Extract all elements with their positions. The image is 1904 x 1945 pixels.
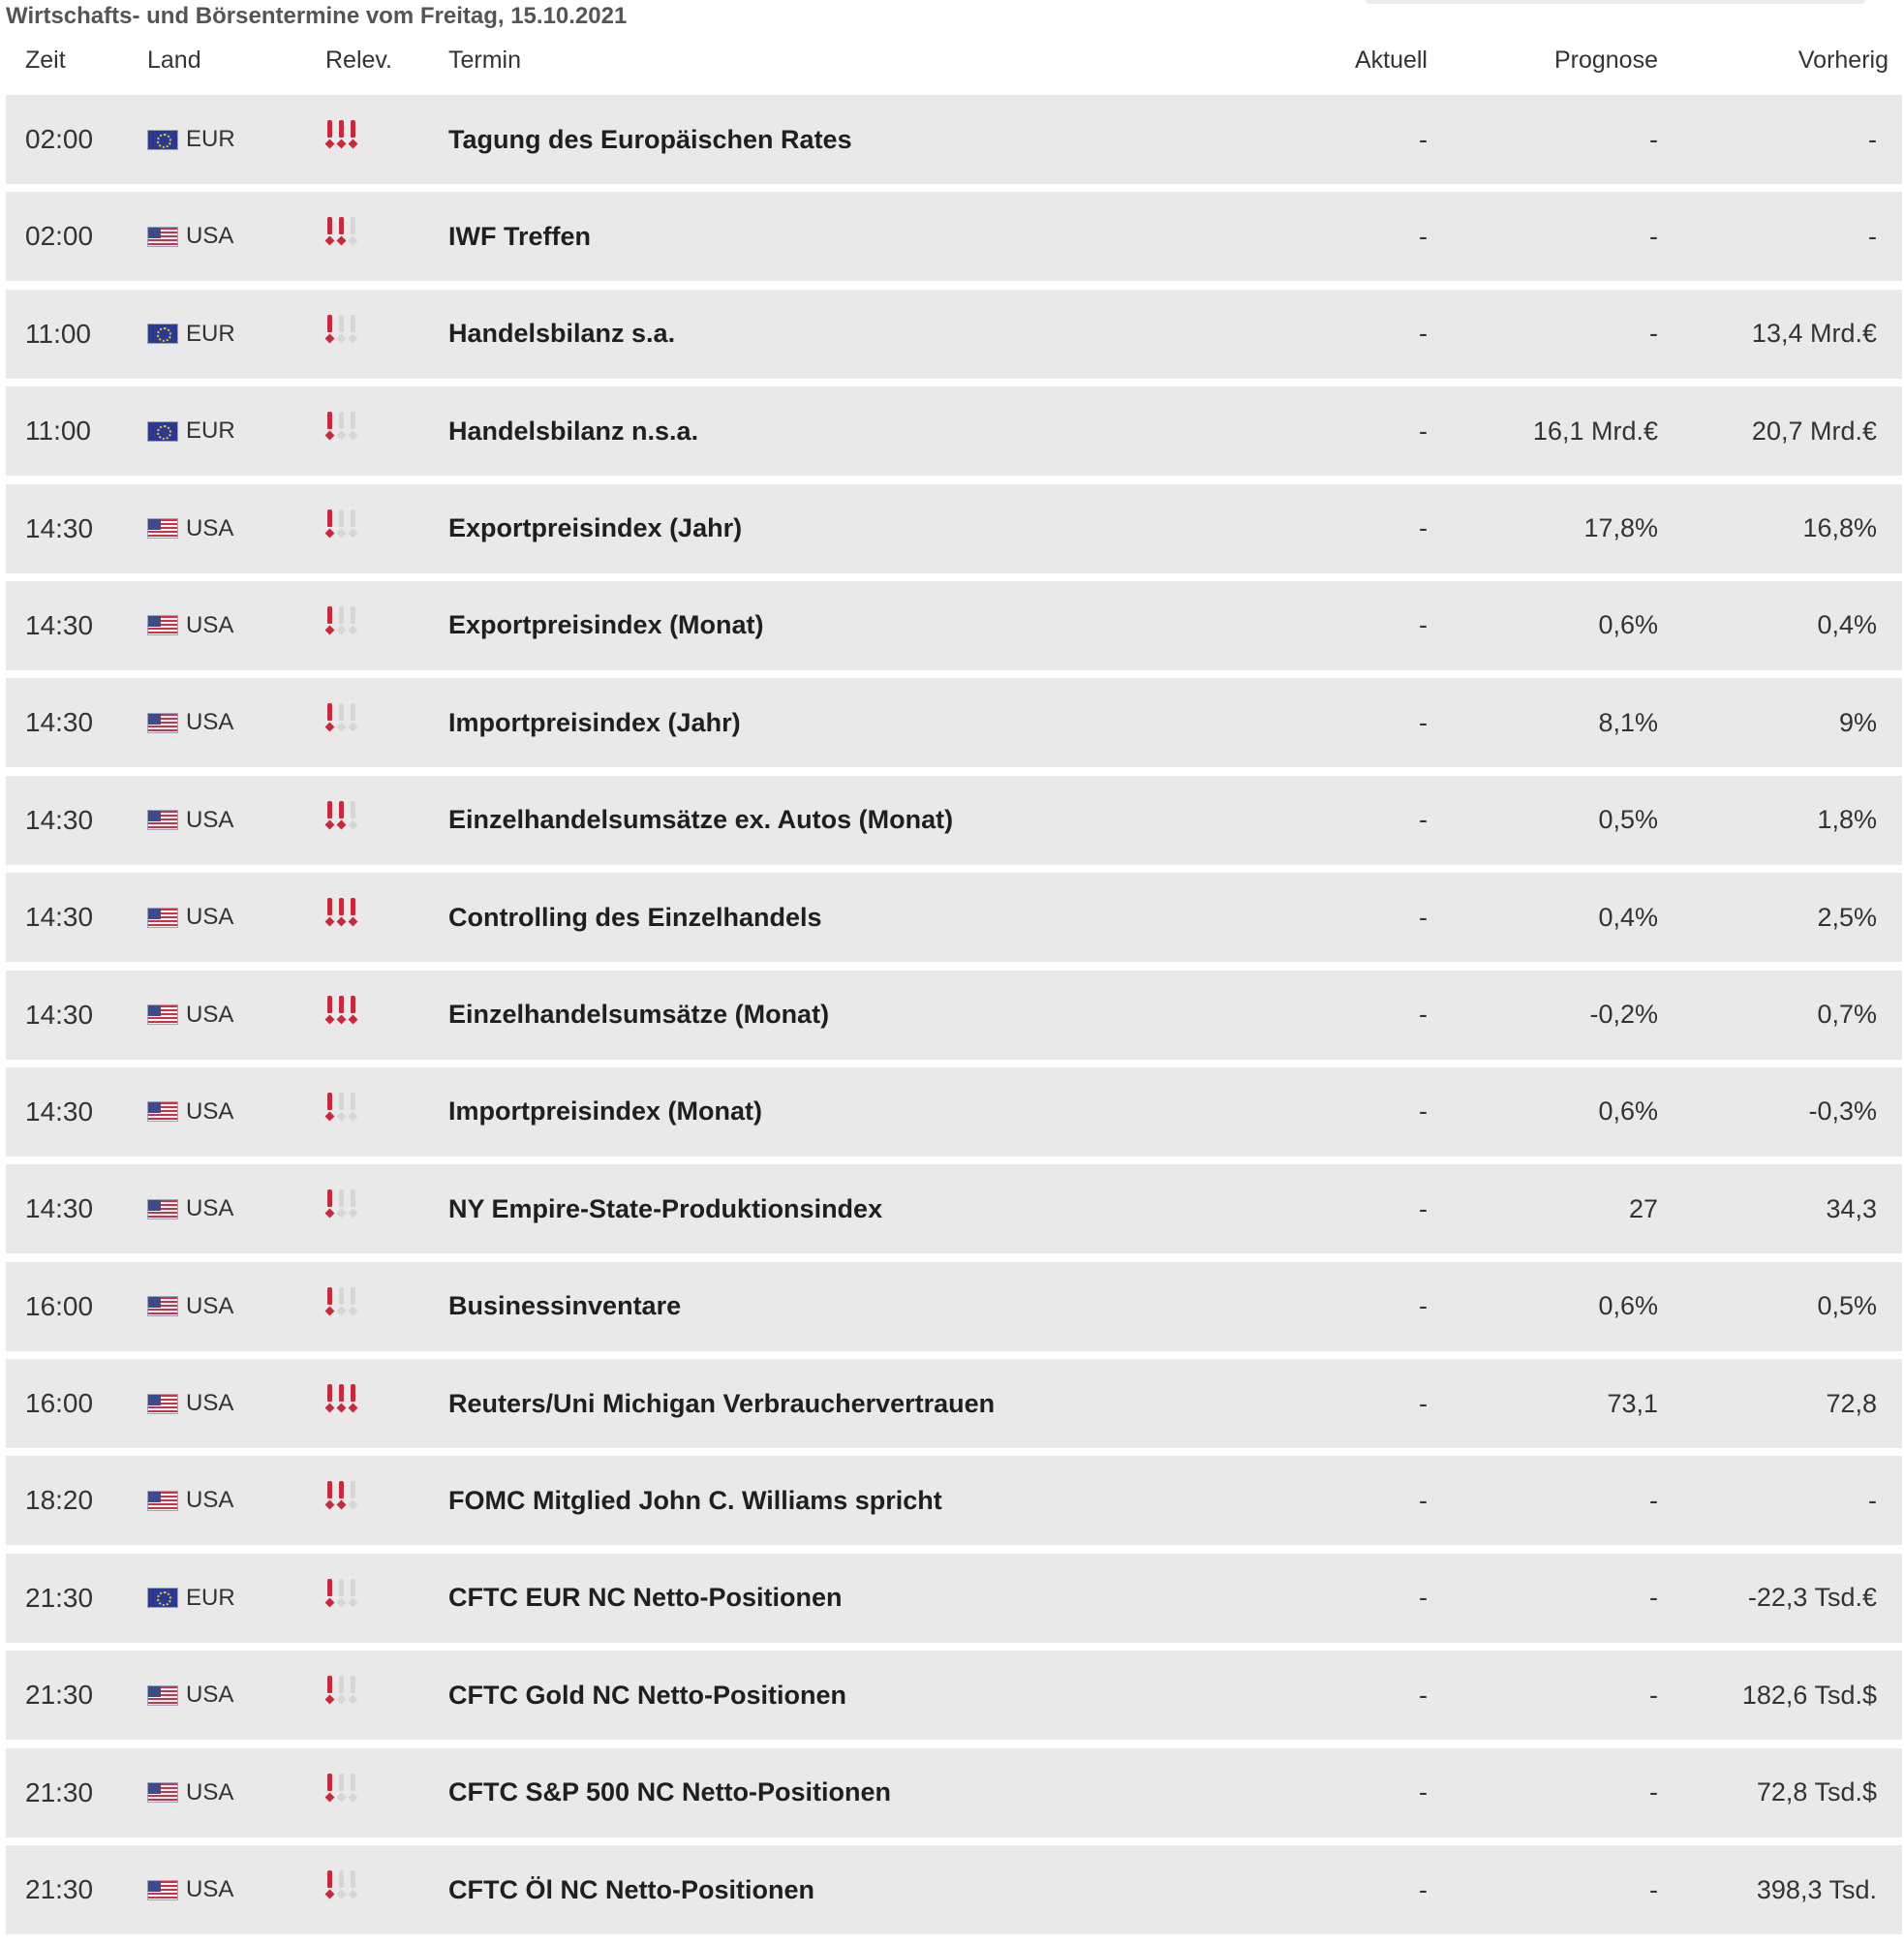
column-header-termin: Termin — [448, 46, 522, 74]
table-row[interactable] — [6, 776, 1902, 865]
row-event-title[interactable]: NY Empire-State-Produktionsindex — [448, 1193, 883, 1223]
row-event-title[interactable]: Exportpreisindex (Jahr) — [448, 513, 743, 543]
exclamation-icon — [337, 120, 346, 149]
exclamation-icon — [349, 801, 357, 830]
row-vorherig: -22,3 Tsd.€ — [1747, 1583, 1877, 1613]
us-flag-icon — [147, 713, 178, 733]
row-country — [147, 776, 233, 865]
row-country — [147, 1164, 233, 1253]
exclamation-icon — [349, 1287, 357, 1316]
row-vorherig: 0,4% — [1817, 610, 1877, 640]
row-time: 14:30 — [25, 999, 94, 1030]
exclamation-icon — [349, 996, 357, 1025]
exclamation-icon — [337, 217, 346, 246]
row-relevance — [325, 1359, 357, 1448]
row-country — [147, 971, 233, 1060]
column-header-aktuell: Aktuell — [1354, 46, 1428, 74]
row-country-label: USA — [186, 1487, 234, 1514]
relevance-indicator — [325, 801, 357, 830]
table-row[interactable] — [6, 386, 1902, 476]
exclamation-icon — [349, 1579, 357, 1608]
exclamation-icon — [349, 120, 357, 149]
row-time: 21:30 — [25, 1582, 94, 1613]
row-country-label: EUR — [186, 417, 235, 445]
exclamation-icon — [325, 1093, 334, 1122]
row-relevance — [325, 192, 357, 281]
us-flag-icon — [147, 1101, 178, 1122]
table-row[interactable] — [6, 484, 1902, 573]
calendar-table-body — [6, 95, 1902, 1942]
row-prognose: - — [1649, 1485, 1658, 1515]
us-flag-icon — [147, 1004, 178, 1025]
row-vorherig: 0,5% — [1817, 1291, 1877, 1321]
row-vorherig: 72,8 Tsd.$ — [1756, 1777, 1877, 1807]
row-vorherig: 16,8% — [1802, 513, 1877, 543]
row-relevance — [325, 1067, 357, 1157]
row-aktuell: - — [1419, 707, 1428, 737]
relevance-indicator — [325, 606, 357, 635]
row-country — [147, 192, 233, 281]
row-time: 02:00 — [25, 221, 94, 252]
exclamation-icon — [325, 1384, 334, 1413]
table-row[interactable] — [6, 1651, 1902, 1740]
row-time: 14:30 — [25, 609, 94, 640]
row-relevance — [325, 1262, 357, 1351]
table-row[interactable] — [6, 873, 1902, 962]
row-time: 14:30 — [25, 902, 94, 933]
exclamation-icon — [337, 412, 346, 441]
table-row[interactable] — [6, 1067, 1902, 1157]
row-country — [147, 581, 233, 670]
exclamation-icon — [325, 1870, 334, 1899]
table-row[interactable] — [6, 1748, 1902, 1837]
row-country-label: USA — [186, 223, 234, 250]
row-aktuell: - — [1419, 610, 1428, 640]
row-country — [147, 1359, 233, 1448]
us-flag-icon — [147, 518, 178, 539]
row-time: 14:30 — [25, 707, 94, 738]
row-country — [147, 1262, 233, 1351]
row-event-title[interactable]: Importpreisindex (Jahr) — [448, 707, 741, 737]
row-prognose: 73,1 — [1607, 1388, 1658, 1418]
row-aktuell: - — [1419, 1680, 1428, 1710]
us-flag-icon — [147, 1394, 178, 1414]
table-row[interactable] — [6, 1456, 1902, 1545]
row-country-label: USA — [186, 806, 234, 833]
row-vorherig: 20,7 Mrd.€ — [1751, 416, 1877, 446]
row-country-label: USA — [186, 709, 234, 736]
row-aktuell: - — [1419, 221, 1428, 251]
table-row[interactable] — [6, 1164, 1902, 1253]
row-event-title[interactable]: Handelsbilanz s.a. — [448, 319, 676, 349]
exclamation-icon — [337, 315, 346, 344]
relevance-indicator — [325, 996, 357, 1025]
exclamation-icon — [337, 801, 346, 830]
row-aktuell: - — [1419, 1193, 1428, 1223]
exclamation-icon — [337, 996, 346, 1025]
row-aktuell: - — [1419, 1583, 1428, 1613]
row-prognose: 0,6% — [1598, 1291, 1658, 1321]
row-event-title[interactable]: Exportpreisindex (Monat) — [448, 610, 764, 640]
row-time: 14:30 — [25, 512, 94, 543]
us-flag-icon — [147, 1296, 178, 1316]
row-aktuell: - — [1419, 513, 1428, 543]
row-country — [147, 1845, 233, 1934]
exclamation-icon — [337, 606, 346, 635]
table-row[interactable] — [6, 678, 1902, 767]
row-vorherig: 2,5% — [1817, 902, 1877, 932]
eu-flag-icon — [147, 421, 178, 442]
row-aktuell: - — [1419, 1291, 1428, 1321]
row-vorherig: -0,3% — [1808, 1096, 1877, 1127]
row-country-label: USA — [186, 1876, 234, 1903]
row-prognose: 0,6% — [1598, 1096, 1658, 1127]
exclamation-icon — [349, 1189, 357, 1219]
relevance-indicator — [325, 217, 357, 246]
row-event-title[interactable]: Tagung des Europäischen Rates — [448, 124, 852, 154]
exclamation-icon — [325, 801, 334, 830]
column-header-relevance: Relev. — [325, 46, 393, 74]
table-row[interactable] — [6, 1554, 1902, 1643]
row-country — [147, 873, 233, 962]
column-header-zeit: Zeit — [25, 46, 66, 74]
exclamation-icon — [337, 1676, 346, 1705]
row-event-title[interactable]: Importpreisindex (Monat) — [448, 1096, 763, 1127]
row-time: 18:20 — [25, 1485, 94, 1516]
relevance-indicator — [325, 412, 357, 441]
page-title: Wirtschafts- und Börsentermine vom Freitag, 15.10.2021 — [6, 3, 628, 29]
exclamation-icon — [337, 898, 346, 927]
row-aktuell: - — [1419, 1485, 1428, 1515]
exclamation-icon — [337, 509, 346, 539]
relevance-indicator — [325, 1481, 357, 1510]
table-row[interactable] — [6, 1845, 1902, 1934]
row-relevance — [325, 581, 357, 670]
exclamation-icon — [325, 606, 334, 635]
row-event-title[interactable]: Reuters/Uni Michigan Verbrauchervertrauen — [448, 1388, 996, 1418]
relevance-indicator — [325, 1189, 357, 1219]
exclamation-icon — [349, 509, 357, 539]
row-time: 14:30 — [25, 1096, 94, 1127]
row-country — [147, 1554, 235, 1643]
relevance-indicator — [325, 898, 357, 927]
row-aktuell: - — [1419, 319, 1428, 349]
relevance-indicator — [325, 315, 357, 344]
row-time: 21:30 — [25, 1776, 94, 1807]
row-time: 21:30 — [25, 1874, 94, 1905]
row-time: 11:00 — [25, 416, 91, 447]
row-event-title[interactable]: CFTC Öl NC Netto-Positionen — [448, 1874, 814, 1904]
row-country-label: USA — [186, 1097, 234, 1125]
row-prognose: - — [1649, 221, 1658, 251]
exclamation-icon — [337, 1579, 346, 1608]
row-prognose: 17,8% — [1583, 513, 1658, 543]
exclamation-icon — [349, 217, 357, 246]
exclamation-icon — [349, 315, 357, 344]
exclamation-icon — [325, 120, 334, 149]
row-time: 21:30 — [25, 1680, 94, 1711]
row-prognose: 0,5% — [1598, 805, 1658, 835]
row-prognose: - — [1649, 1583, 1658, 1613]
row-vorherig: 1,8% — [1817, 805, 1877, 835]
eu-flag-icon — [147, 1588, 178, 1608]
exclamation-icon — [325, 1579, 334, 1608]
row-relevance — [325, 873, 357, 962]
exclamation-icon — [349, 606, 357, 635]
row-relevance — [325, 776, 357, 865]
exclamation-icon — [349, 898, 357, 927]
row-vorherig: - — [1868, 221, 1877, 251]
exclamation-icon — [325, 315, 334, 344]
relevance-indicator — [325, 120, 357, 149]
row-prognose: - — [1649, 319, 1658, 349]
relevance-indicator — [325, 509, 357, 539]
us-flag-icon — [147, 908, 178, 928]
eu-flag-icon — [147, 130, 178, 150]
exclamation-icon — [325, 1481, 334, 1510]
row-time: 02:00 — [25, 124, 94, 154]
row-aktuell: - — [1419, 1777, 1428, 1807]
row-vorherig: 72,8 — [1826, 1388, 1877, 1418]
exclamation-icon — [325, 1287, 334, 1316]
row-event-title[interactable]: Controlling des Einzelhandels — [448, 902, 822, 932]
row-relevance — [325, 1164, 357, 1253]
row-aktuell: - — [1419, 1388, 1428, 1418]
row-relevance — [325, 95, 357, 184]
exclamation-icon — [325, 217, 334, 246]
row-vorherig: 34,3 — [1826, 1193, 1877, 1223]
table-row[interactable] — [6, 192, 1902, 281]
row-country-label: USA — [186, 1195, 234, 1222]
exclamation-icon — [325, 1189, 334, 1219]
relevance-indicator — [325, 1870, 357, 1899]
eu-flag-icon — [147, 324, 178, 344]
us-flag-icon — [147, 1199, 178, 1219]
row-relevance — [325, 678, 357, 767]
row-event-title[interactable]: FOMC Mitglied John C. Williams spricht — [448, 1485, 942, 1515]
row-aktuell: - — [1419, 124, 1428, 154]
exclamation-icon — [349, 1774, 357, 1803]
row-relevance — [325, 971, 357, 1060]
row-country-label: EUR — [186, 126, 235, 152]
relevance-indicator — [325, 703, 357, 732]
exclamation-icon — [325, 1676, 334, 1705]
row-country-label: USA — [186, 1682, 234, 1709]
row-time: 14:30 — [25, 1193, 94, 1224]
row-relevance — [325, 1554, 357, 1643]
exclamation-icon — [349, 703, 357, 732]
row-time: 16:00 — [25, 1388, 94, 1419]
row-relevance — [325, 1845, 357, 1934]
row-vorherig: - — [1868, 1485, 1877, 1515]
row-relevance — [325, 484, 357, 573]
exclamation-icon — [325, 996, 334, 1025]
row-vorherig: 9% — [1838, 707, 1877, 737]
row-relevance — [325, 1748, 357, 1837]
exclamation-icon — [337, 1774, 346, 1803]
relevance-indicator — [325, 1579, 357, 1608]
us-flag-icon — [147, 1782, 178, 1803]
us-flag-icon — [147, 810, 178, 830]
row-aktuell: - — [1419, 416, 1428, 446]
row-vorherig: 0,7% — [1817, 1000, 1877, 1030]
exclamation-icon — [349, 1093, 357, 1122]
exclamation-icon — [349, 1481, 357, 1510]
row-event-title[interactable]: Einzelhandelsumsätze (Monat) — [448, 1000, 830, 1030]
row-prognose: 16,1 Mrd.€ — [1532, 416, 1658, 446]
exclamation-icon — [337, 1481, 346, 1510]
column-header-vorherig: Vorherig — [1797, 46, 1889, 74]
row-relevance — [325, 1456, 357, 1545]
row-country-label: USA — [186, 1778, 234, 1806]
row-event-title[interactable]: Handelsbilanz n.s.a. — [448, 416, 699, 446]
exclamation-icon — [349, 1676, 357, 1705]
row-time: 16:00 — [25, 1290, 94, 1321]
us-flag-icon — [147, 1491, 178, 1511]
relevance-indicator — [325, 1676, 357, 1705]
row-relevance — [325, 290, 357, 379]
row-prognose: - — [1649, 1874, 1658, 1904]
row-country — [147, 386, 235, 476]
row-relevance — [325, 386, 357, 476]
us-flag-icon — [147, 1685, 178, 1706]
exclamation-icon — [337, 1870, 346, 1899]
row-prognose: - — [1649, 1777, 1658, 1807]
row-country-label: USA — [186, 1001, 234, 1028]
table-row[interactable] — [6, 1359, 1902, 1448]
row-country — [147, 1748, 233, 1837]
us-flag-icon — [147, 1880, 178, 1900]
row-country — [147, 484, 233, 573]
row-event-title[interactable]: CFTC EUR NC Netto-Positionen — [448, 1583, 843, 1613]
row-country — [147, 1067, 233, 1157]
us-flag-icon — [147, 227, 178, 247]
row-event-title[interactable]: Businessinventare — [448, 1291, 682, 1321]
row-country — [147, 1651, 233, 1740]
exclamation-icon — [325, 703, 334, 732]
exclamation-icon — [325, 1774, 334, 1803]
relevance-indicator — [325, 1774, 357, 1803]
row-event-title[interactable]: IWF Treffen — [448, 221, 591, 251]
exclamation-icon — [337, 1189, 346, 1219]
exclamation-icon — [337, 1384, 346, 1413]
row-time: 11:00 — [25, 318, 91, 349]
row-event-title[interactable]: CFTC S&P 500 NC Netto-Positionen — [448, 1777, 892, 1807]
row-country — [147, 95, 235, 184]
exclamation-icon — [349, 1870, 357, 1899]
table-row[interactable] — [6, 290, 1902, 379]
row-vorherig: 13,4 Mrd.€ — [1751, 319, 1877, 349]
row-prognose: 0,4% — [1598, 902, 1658, 932]
exclamation-icon — [349, 412, 357, 441]
row-country-label: EUR — [186, 320, 235, 347]
table-row[interactable] — [6, 971, 1902, 1060]
relevance-indicator — [325, 1093, 357, 1122]
row-aktuell: - — [1419, 1874, 1428, 1904]
exclamation-icon — [325, 412, 334, 441]
row-prognose: 8,1% — [1598, 707, 1658, 737]
row-aktuell: - — [1419, 1000, 1428, 1030]
row-event-title[interactable]: Einzelhandelsumsätze ex. Autos (Monat) — [448, 805, 954, 835]
row-country — [147, 290, 235, 379]
relevance-indicator — [325, 1287, 357, 1316]
column-header-prognose: Prognose — [1553, 46, 1658, 74]
row-country — [147, 1456, 233, 1545]
row-aktuell: - — [1419, 805, 1428, 835]
row-country-label: USA — [186, 904, 234, 931]
row-aktuell: - — [1419, 1096, 1428, 1127]
row-prognose: - — [1649, 1680, 1658, 1710]
row-prognose: 0,6% — [1598, 610, 1658, 640]
row-country-label: USA — [186, 1390, 234, 1417]
exclamation-icon — [349, 1384, 357, 1413]
row-vorherig: - — [1868, 124, 1877, 154]
row-event-title[interactable]: CFTC Gold NC Netto-Positionen — [448, 1680, 846, 1710]
top-right-divider — [1366, 0, 1865, 4]
row-prognose: - — [1649, 124, 1658, 154]
row-time: 14:30 — [25, 804, 94, 835]
relevance-indicator — [325, 1384, 357, 1413]
row-prognose: -0,2% — [1589, 1000, 1658, 1030]
row-country-label: USA — [186, 514, 234, 541]
row-aktuell: - — [1419, 902, 1428, 932]
row-country-label: USA — [186, 611, 234, 638]
row-country-label: EUR — [186, 1584, 235, 1611]
row-country-label: USA — [186, 1292, 234, 1319]
table-row[interactable] — [6, 581, 1902, 670]
exclamation-icon — [337, 1287, 346, 1316]
exclamation-icon — [337, 703, 346, 732]
us-flag-icon — [147, 615, 178, 635]
table-header — [6, 39, 1902, 81]
row-vorherig: 182,6 Tsd.$ — [1741, 1680, 1877, 1710]
column-header-land: Land — [147, 46, 201, 74]
row-country — [147, 678, 233, 767]
table-row[interactable] — [6, 95, 1902, 184]
row-relevance — [325, 1651, 357, 1740]
exclamation-icon — [325, 509, 334, 539]
exclamation-icon — [325, 898, 334, 927]
exclamation-icon — [337, 1093, 346, 1122]
table-row[interactable] — [6, 1262, 1902, 1351]
row-prognose: 27 — [1628, 1193, 1658, 1223]
row-vorherig: 398,3 Tsd. — [1756, 1874, 1877, 1904]
